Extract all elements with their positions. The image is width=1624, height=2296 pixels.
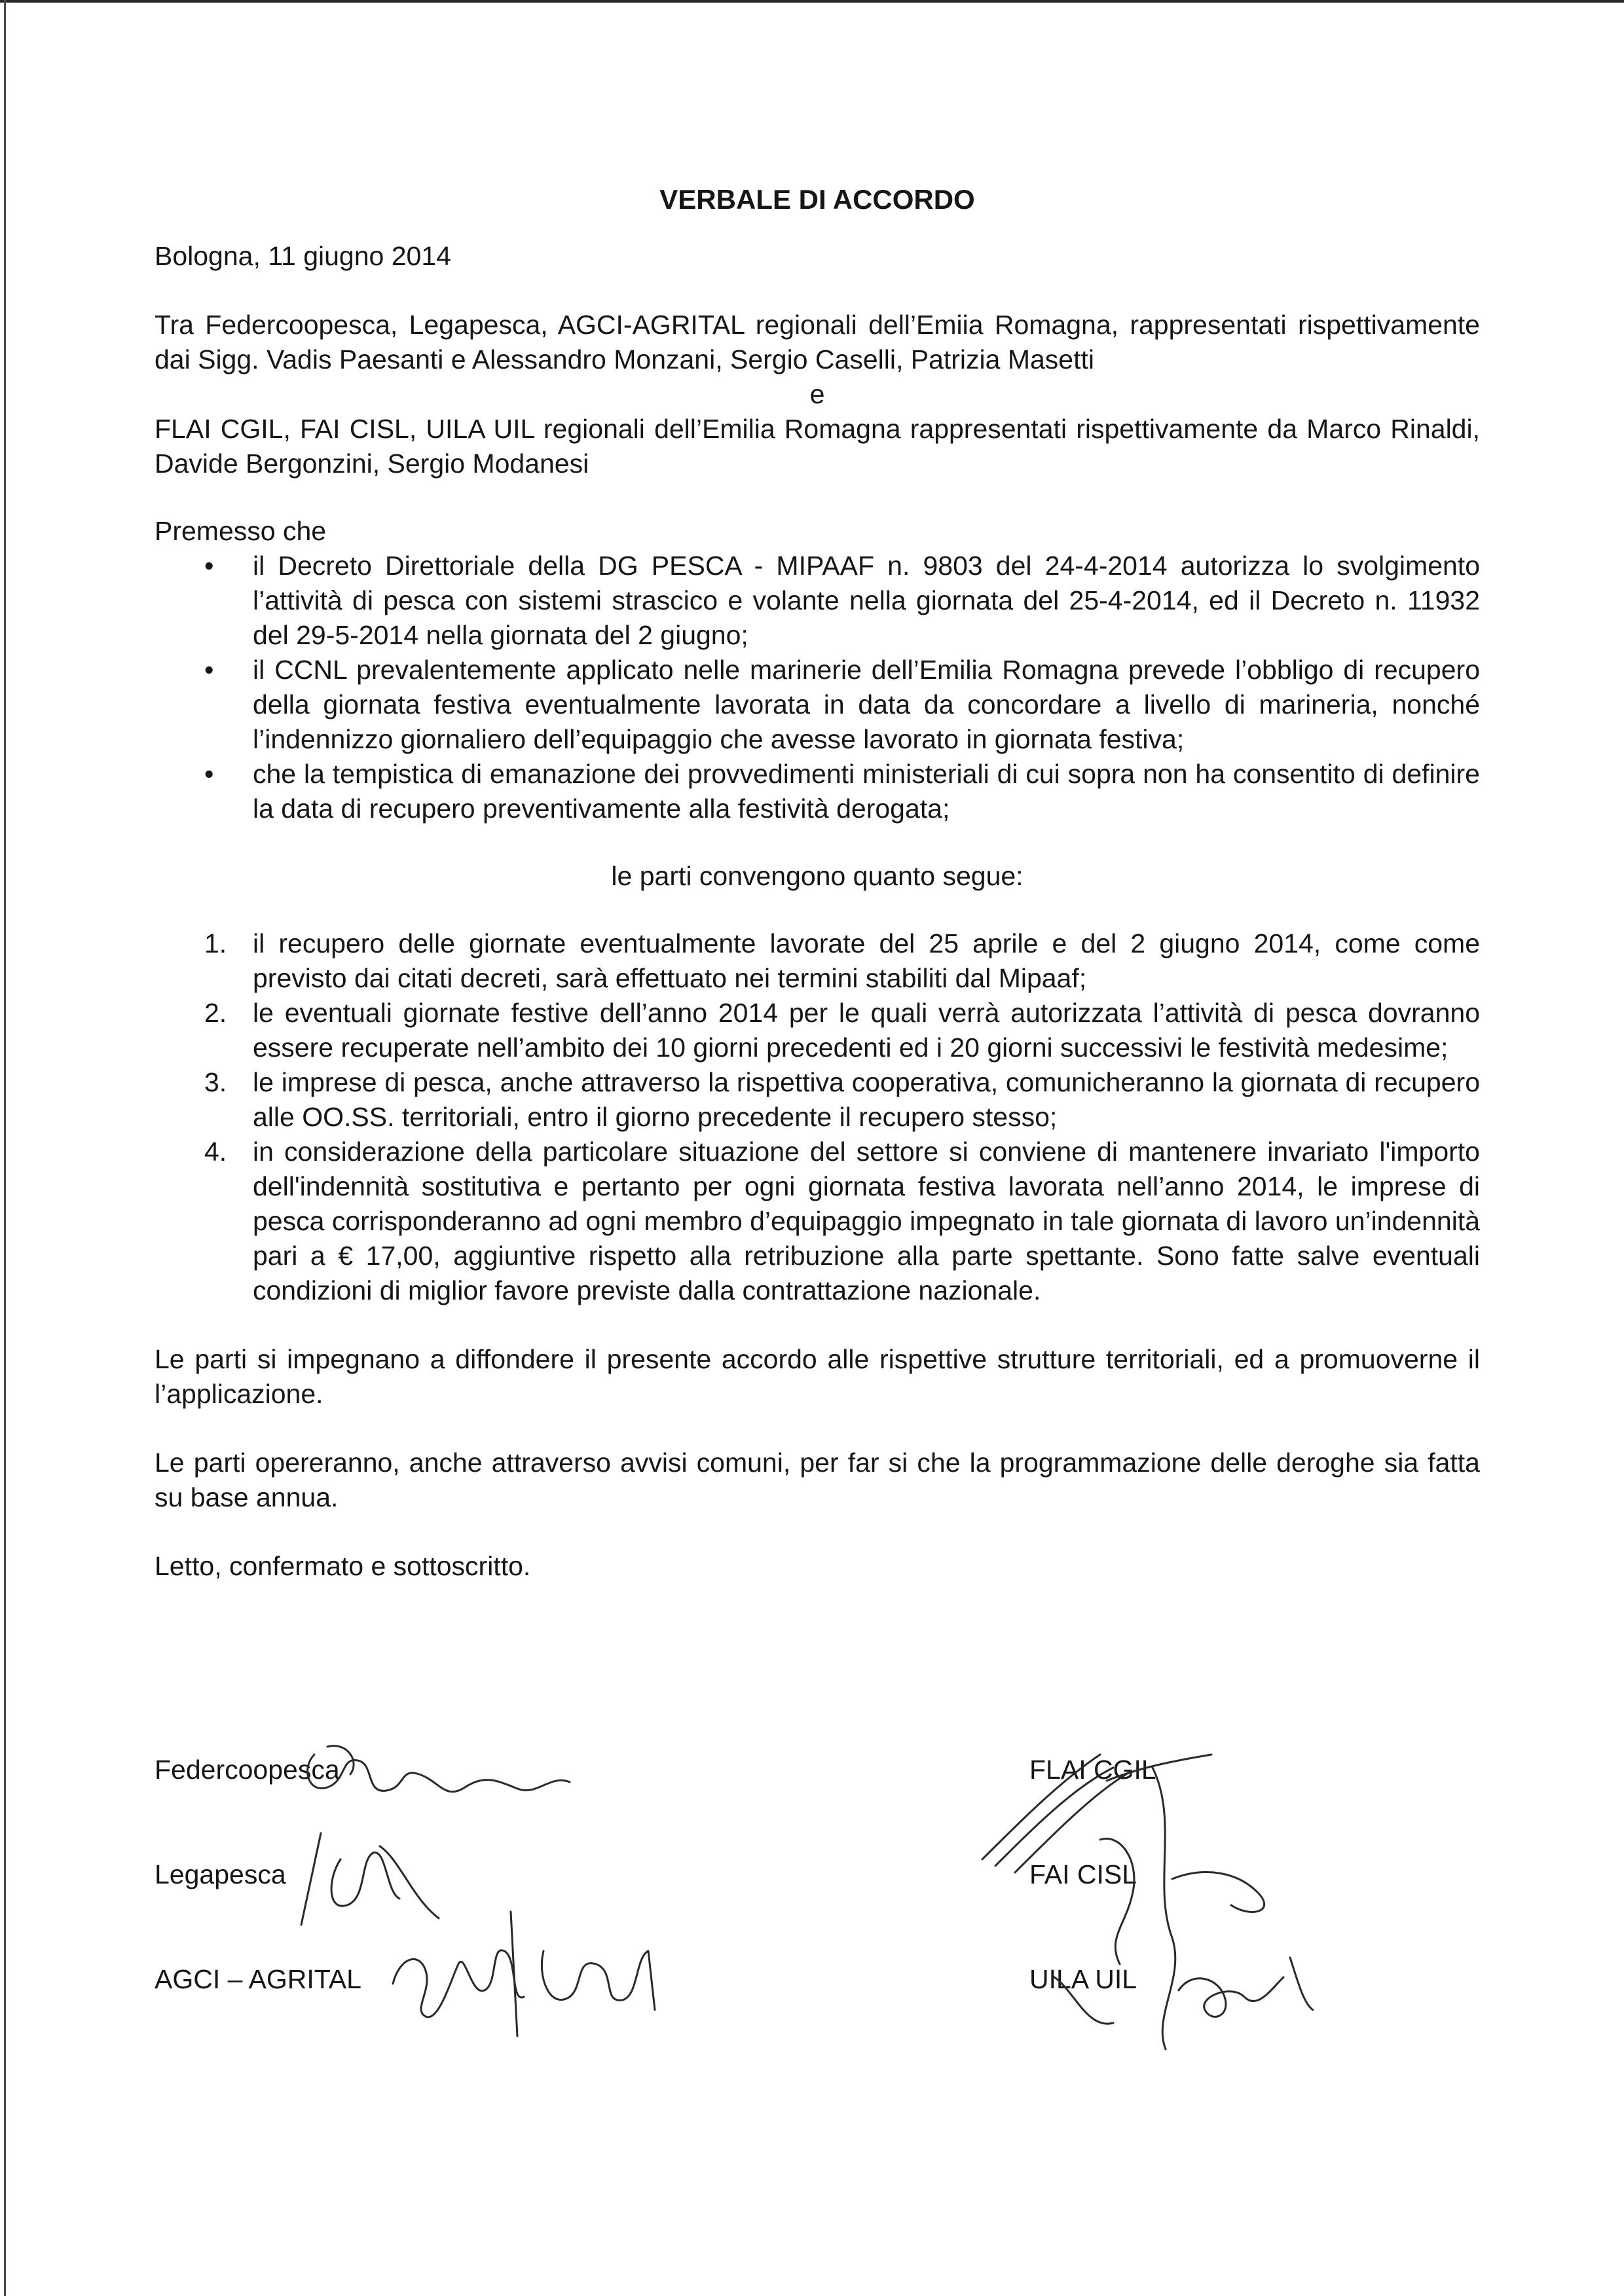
signatory-federcoopesca: Federcoopesca	[155, 1755, 340, 1785]
scan-edge-top	[0, 0, 1624, 3]
closing-paragraph-2: Le parti opereranno, anche attraverso avvisi comuni, per far si che la programmazione delle deroghe sia fatta su base annua.	[155, 1448, 1480, 1512]
premise-item: • il CCNL prevalentemente applicato nelle marinerie dell’Emilia Romagna prevede l’obbligo di recupero della giornata festiva eventualmente lavorata in data da concordare a livello di marineria, nonché l’indennizzo giornaliero dell’equipaggio che avesse lavorato in giornata festiva;	[155, 653, 1480, 757]
premise-heading: Premesso che	[155, 516, 327, 546]
parties-employers: Tra Federcoopesca, Legapesca, AGCI-AGRITAL regionali dell’Emiia Romagna, rappresentati rispettivamente dai Sigg. Vadis Paesanti e Alessandro Monzani, Sergio Caselli, Patrizia Masetti	[155, 310, 1480, 374]
scan-edge-left	[4, 0, 6, 2296]
signatory-agci-agrital: AGCI – AGRITAL	[155, 1964, 361, 1994]
premise-item: • che la tempistica di emanazione dei provvedimenti ministeriali di cui sopra non ha consentito di definire la data di recupero preventivamente alla festività derogata;	[155, 757, 1480, 826]
premise-list	[155, 549, 1480, 826]
signatory-fai-cisl: FAI CISL	[1029, 1859, 1137, 1889]
closing-paragraph-1: Le parti si impegnano a diffondere il presente accordo alle rispettive strutture territoriali, ed a promuoverne il l’applicazione.	[155, 1344, 1480, 1409]
bullet-icon: •	[204, 551, 214, 581]
clause-list	[155, 926, 1480, 1308]
clause-item: 2. le eventuali giornate festive dell’anno 2014 per le quali verrà autorizzata l’attività di pesca dovranno essere recuperate nell’ambito dei 10 giorni precedenti ed i 20 giorni successivi le festività medesime;	[204, 998, 1480, 1063]
parties-conjunction: e	[809, 379, 825, 409]
premise-item: • il Decreto Direttoriale della DG PESCA - MIPAAF n. 9803 del 24-4-2014 autorizza lo svolgimento l’attività di pesca con sistemi strascico e volante nella giornata del 25-4-2014, ed il Decreto n. 11932 del 29-5-2014 nella giornata del 2 giugno;	[155, 549, 1480, 653]
document-title: VERBALE DI ACCORDO	[659, 184, 975, 215]
date-line: Bologna, 11 giugno 2014	[155, 241, 451, 271]
clause-item: 3. le imprese di pesca, anche attraverso la rispettiva cooperativa, comunicheranno la giornata di recupero alle OO.SS. territoriali, entro il giorno precedente il recupero stesso;	[204, 1067, 1480, 1132]
signature-agci-agrital	[386, 1899, 661, 2043]
clause-item: 1. il recupero delle giornate eventualmente lavorate del 25 aprile e del 2 giugno 2014, come come previsto dai citati decreti, sarà effettuato nei termini stabiliti dal Mipaaf;	[204, 928, 1480, 993]
clause-item: 4. in considerazione della particolare situazione del settore si conviene di mantenere invariato l'importo dell'indennità sostitutiva e pertanto per ogni giornata festiva lavorata nell’anno 2014, le imprese di pesca corrisponderanno ad ogni membro d’equipaggio impegnato in tale giornata di lavoro un’indennità pari a € 17,00, aggiuntive rispetto alla retribuzione alla parte spettante. Sono fatte salve eventuali condizioni di miglior favore previste dalla contrattazione nazionale.	[204, 1137, 1480, 1305]
bullet-icon: •	[204, 759, 214, 789]
parties-unions: FLAI CGIL, FAI CISL, UILA UIL regionali dell’Emilia Romagna rappresentati rispettivamente da Marco Rinaldi, Davide Bergonzini, Sergio Modanesi	[155, 414, 1480, 479]
signatory-legapesca: Legapesca	[155, 1859, 286, 1889]
bullet-icon: •	[204, 655, 214, 685]
signatory-uila-uil: UILA UIL	[1029, 1964, 1137, 1994]
signature-union-group	[956, 1741, 1323, 2056]
read-confirmed-line: Letto, confermato e sottoscritto.	[155, 1551, 531, 1581]
signatory-flai-cgil: FLAI CGIL	[1029, 1755, 1156, 1785]
agreement-heading: le parti convengono quanto segue:	[611, 861, 1024, 891]
signature-federcoopesca	[288, 1735, 589, 1813]
document-body	[155, 182, 1480, 1584]
